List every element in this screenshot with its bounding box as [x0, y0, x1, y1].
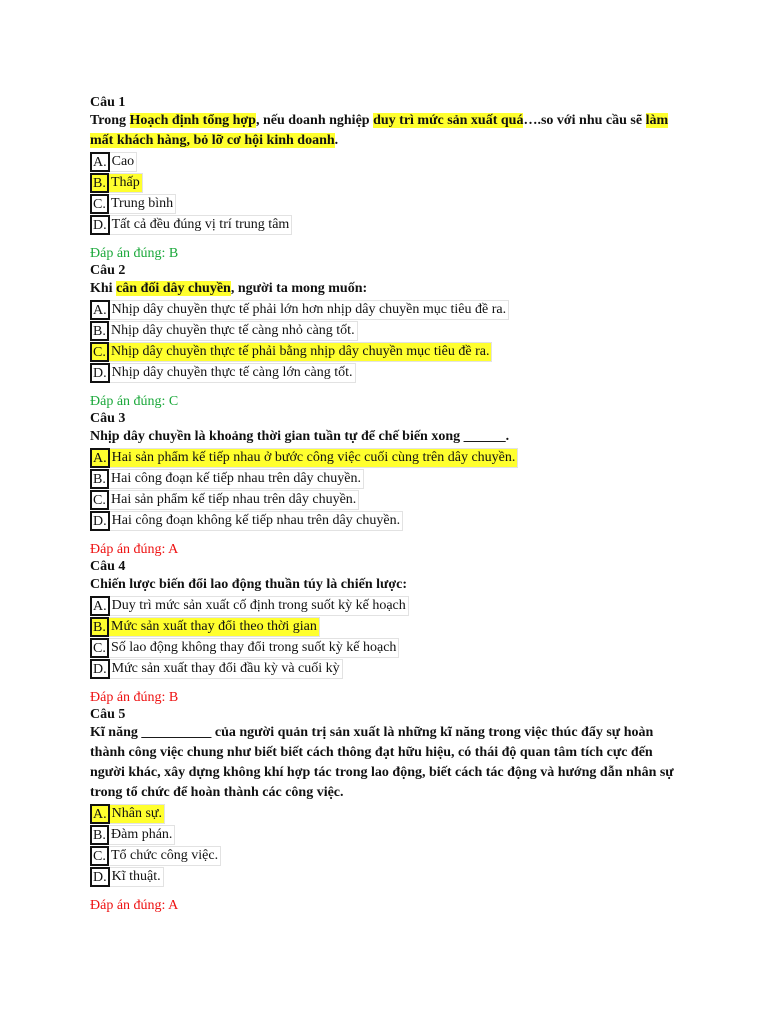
option-text: Hai công đoạn kế tiếp nhau trên dây chuyền. [109, 469, 364, 489]
option-text: Nhân sự. [110, 804, 165, 824]
highlighted-phrase: làm mất khách hàng, bỏ lỡ cơ hội kinh doanh [90, 113, 669, 148]
option-text: Số lao động không thay đổi trong suốt kỳ kế hoạch [109, 638, 399, 658]
stem-text: Nhịp dây chuyền là khoảng thời gian tuần tự để chế biến xong ______. [90, 429, 510, 444]
option-letter: B. [90, 469, 109, 489]
question-number: Câu 3 [90, 411, 126, 426]
answer-option[interactable] [90, 300, 690, 320]
answer-option[interactable] [90, 152, 690, 172]
answer-option[interactable] [90, 342, 690, 362]
correct-answer-label: Đáp án đúng: A [90, 898, 179, 913]
stem-text: Trong [90, 113, 130, 128]
answer-option[interactable] [90, 617, 690, 637]
question-block [90, 706, 690, 914]
question-block [90, 558, 690, 706]
option-letter: C. [90, 490, 109, 510]
answer-option[interactable] [90, 638, 690, 658]
stem-text: . [334, 133, 339, 148]
question-block [90, 262, 690, 410]
answer-option[interactable] [90, 321, 690, 341]
option-letter: D. [90, 363, 110, 383]
option-text: Cao [110, 152, 138, 172]
highlighted-phrase: duy trì mức sản xuất quá [373, 113, 524, 128]
highlighted-phrase: cân đối dây chuyền [116, 281, 231, 296]
option-letter: D. [90, 215, 110, 235]
quiz-document [90, 94, 690, 914]
answer-option[interactable] [90, 511, 690, 531]
option-text: Tổ chức công việc. [109, 846, 221, 866]
stem-text: Chiến lược biến đổi lao động thuần túy là chiến lược: [90, 577, 408, 592]
answer-option[interactable] [90, 490, 690, 510]
option-letter: C. [90, 846, 109, 866]
answer-option[interactable] [90, 867, 690, 887]
option-text: Kĩ thuật. [110, 867, 164, 887]
option-letter: C. [90, 194, 109, 214]
answer-option[interactable] [90, 846, 690, 866]
option-text: Nhịp dây chuyền thực tế phải bằng nhịp dây chuyền mục tiêu đề ra. [109, 342, 492, 362]
option-text: Nhịp dây chuyền thực tế phải lớn hơn nhịp dây chuyền mục tiêu đề ra. [110, 300, 509, 320]
option-text: Hai công đoạn không kế tiếp nhau trên dây chuyền. [110, 511, 403, 531]
option-letter: C. [90, 342, 109, 362]
option-text: Mức sản xuất thay đổi theo thời gian [109, 617, 320, 637]
option-text: Duy trì mức sản xuất cố định trong suốt kỳ kế hoạch [110, 596, 409, 616]
option-letter: C. [90, 638, 109, 658]
answer-option[interactable] [90, 659, 690, 679]
option-letter: D. [90, 511, 110, 531]
question-number: Câu 1 [90, 95, 126, 110]
option-text: Đàm phán. [109, 825, 175, 845]
correct-answer-label: Đáp án đúng: A [90, 542, 179, 557]
option-text: Nhịp dây chuyền thực tế càng nhỏ càng tốt. [109, 321, 358, 341]
answer-option[interactable] [90, 825, 690, 845]
question-stem [90, 427, 690, 447]
answer-option[interactable] [90, 469, 690, 489]
correct-answer-label: Đáp án đúng: B [90, 690, 179, 705]
option-text: Hai sản phẩm kế tiếp nhau trên dây chuyền. [109, 490, 359, 510]
correct-answer-label: Đáp án đúng: C [90, 394, 179, 409]
option-letter: D. [90, 867, 110, 887]
answer-option[interactable] [90, 804, 690, 824]
option-letter: B. [90, 825, 109, 845]
answer-option[interactable] [90, 363, 690, 383]
correct-answer-label: Đáp án đúng: B [90, 246, 179, 261]
question-number: Câu 4 [90, 559, 126, 574]
question-block [90, 410, 690, 558]
question-stem [90, 723, 690, 803]
option-text: Mức sản xuất thay đổi đầu kỳ và cuối kỳ [110, 659, 343, 679]
question-number: Câu 2 [90, 263, 126, 278]
option-text: Tất cả đều đúng vị trí trung tâm [110, 215, 293, 235]
stem-text: , nếu doanh nghiệp [255, 113, 374, 128]
option-text: Trung bình [109, 194, 176, 214]
stem-text: , người ta mong muốn: [230, 281, 368, 296]
option-letter: A. [90, 300, 110, 320]
option-text: Hai sản phẩm kế tiếp nhau ở bước công việc cuối cùng trên dây chuyền. [110, 448, 519, 468]
answer-option[interactable] [90, 215, 690, 235]
option-letter: D. [90, 659, 110, 679]
answer-option[interactable] [90, 173, 690, 193]
option-letter: B. [90, 617, 109, 637]
highlighted-phrase: Hoạch định tổng hợp [129, 113, 256, 128]
stem-text: Kĩ năng __________ của người quản trị sản xuất là những kĩ năng trong việc thúc đẩy sự hoàn thành công việc chung như biết biết cách thông đạt hữu hiệu, có thái độ quan tâm tích cực đến người khác, xây dựng không khí hợp tác trong lao động, biết cách tác động và hướng dẫn nhân sự trong tổ chức để hoàn thành các công việc. [90, 725, 674, 800]
answer-option[interactable] [90, 448, 690, 468]
option-letter: A. [90, 804, 110, 824]
option-letter: B. [90, 173, 109, 193]
question-stem [90, 575, 690, 595]
option-text: Nhịp dây chuyền thực tế càng lớn càng tốt. [110, 363, 356, 383]
stem-text: Khi [90, 281, 117, 296]
option-letter: B. [90, 321, 109, 341]
question-stem [90, 111, 690, 151]
option-letter: A. [90, 448, 110, 468]
option-letter: A. [90, 152, 110, 172]
question-block [90, 94, 690, 262]
option-letter: A. [90, 596, 110, 616]
stem-text: ….so với nhu cầu sẽ [523, 113, 646, 128]
answer-option[interactable] [90, 194, 690, 214]
option-text: Thấp [109, 173, 143, 193]
answer-option[interactable] [90, 596, 690, 616]
question-number: Câu 5 [90, 707, 126, 722]
question-stem [90, 279, 690, 299]
